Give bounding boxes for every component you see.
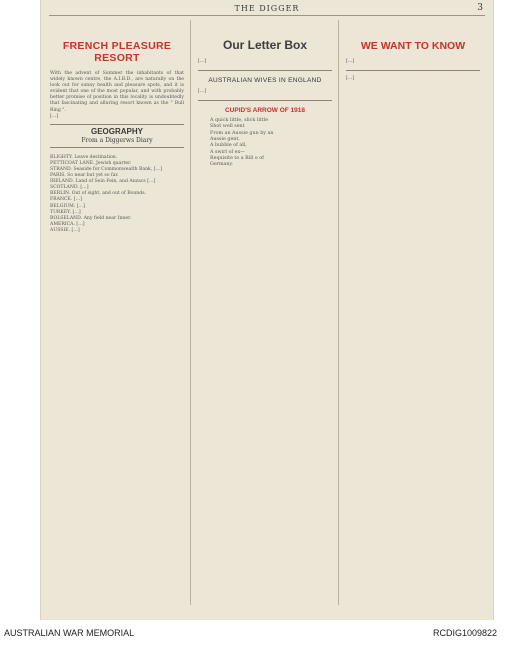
geography-title: GEOGRAPHY xyxy=(90,126,143,136)
australian-wives-body: […] xyxy=(198,89,207,95)
newspaper-page xyxy=(40,0,494,620)
geography-body: BLIGHTY. Leave destination. PETTICOAT LANE. Jewish quarter. STRAND. Seaside for Commonwealth Bank, […] PARIS. So near but yet so far. IRELAND. Land of Sein Fein, and Anzacs […] SCOTLAND. […] BERLIN. Out of sight, and out of Bounds. FRANCE. […] BELGIUM. […] TURKEY. […] BOLSELAND. Any field near Inner. AMERICA. […] AUSSIE. […] xyxy=(50,154,162,233)
column-middle xyxy=(198,20,332,605)
page-number: 3 xyxy=(477,3,483,13)
we-want-to-know-body-continued: […] xyxy=(346,76,355,82)
running-title: THE DIGGER xyxy=(234,4,300,13)
we-want-to-know-body: […] xyxy=(346,59,355,64)
archive-id: RCDIG1009822 xyxy=(432,628,497,638)
geography-subtitle: From a Diggerws Diary xyxy=(81,136,153,144)
heading-cupids-arrow: CUPID'S ARROW OF 1918 xyxy=(224,107,306,115)
archive-credit: AUSTRALIAN WAR MEMORIAL xyxy=(4,628,135,638)
section-rule xyxy=(198,70,332,71)
column-left xyxy=(50,20,184,605)
column-divider xyxy=(338,20,339,605)
heading-australian-wives: AUSTRALIAN WIVES IN ENGLAND xyxy=(208,77,322,85)
column-right xyxy=(346,20,480,605)
column-divider xyxy=(190,20,191,605)
verse: A quick little, slick little Shot well sent From an Aussie gun by an Aussie gent. A bubble of all, A swirl of ex— Requisite to a Bill o of Germany. xyxy=(210,118,274,168)
header-rule xyxy=(49,15,485,16)
article-body: With the advent of Summer the inhabitants of that widely known centre, the A.I.B.D., are naturally on the look out for sunny health and pleasure spots, and it is evident that one of the most popular, and with probably better promise of position in this locality is undoubtedly that fascinating and alluring resort known as the " Bull Ring ". […] xyxy=(50,71,184,119)
heading-we-want-to-know: WE WANT TO KNOW xyxy=(360,40,466,52)
heading-our-letter-box: Our Letter Box xyxy=(222,38,307,52)
heading-french-pleasure-resort: FRENCH PLEASURE RESORT xyxy=(62,40,172,64)
section-rule xyxy=(346,70,480,71)
letter-box-body: […] xyxy=(198,59,207,64)
section-rule xyxy=(198,100,332,101)
geography-header xyxy=(50,124,184,148)
